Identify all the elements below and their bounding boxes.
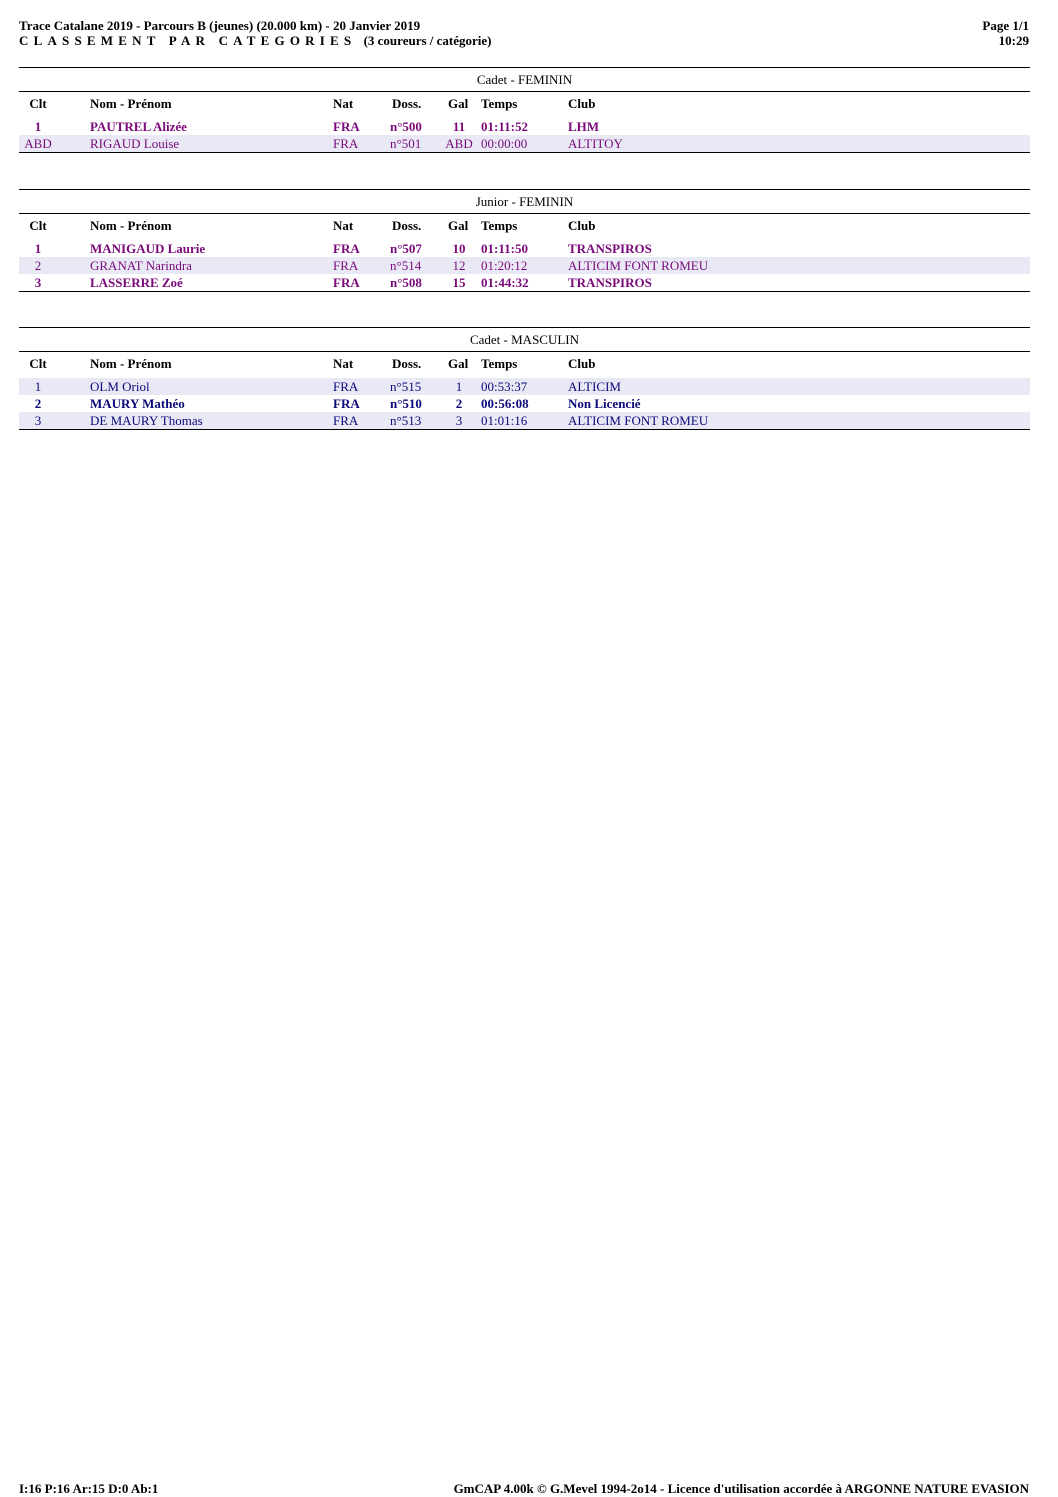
result-rows	[19, 378, 1030, 430]
category-title: Junior - FEMININ	[19, 189, 1030, 214]
cell-doss: n°515	[390, 379, 422, 394]
subtitle-spaced: CLASSEMENT PAR CATEGORIES	[19, 33, 357, 48]
cell-clt: 1	[34, 241, 42, 256]
column-header-gal: Gal	[448, 356, 469, 371]
column-header-club: Club	[568, 356, 596, 371]
cell-temps: 00:56:08	[481, 396, 529, 411]
category-section	[19, 67, 1030, 153]
cell-nat: FRA	[333, 379, 359, 394]
cell-gal: 1	[455, 379, 463, 394]
cell-clt: 2	[34, 396, 42, 411]
category-title: Cadet - MASCULIN	[19, 327, 1030, 352]
cell-clt: 3	[34, 413, 42, 428]
cell-nat: FRA	[333, 119, 360, 134]
column-header-row	[19, 352, 1030, 378]
cell-club: TRANSPIROS	[568, 241, 652, 256]
cell-club: TRANSPIROS	[568, 275, 652, 290]
cell-club: ALTICIM FONT ROMEU	[568, 258, 709, 273]
cell-club: ALTICIM	[568, 379, 621, 394]
cell-nat: FRA	[333, 413, 359, 428]
cell-clt: 3	[34, 275, 42, 290]
category-section	[19, 189, 1030, 292]
table-row	[19, 118, 1030, 135]
column-header-clt: Clt	[29, 96, 47, 111]
cell-nat: FRA	[333, 136, 359, 151]
footer-credit: GmCAP 4.00k © G.Mevel 1994-2o14 - Licence d'utilisation accordée à ARGONNE NATURE EVASION	[453, 1481, 1029, 1496]
cell-gal: 11	[452, 119, 466, 134]
cell-doss: n°500	[390, 119, 422, 134]
column-header-nat: Nat	[333, 96, 354, 111]
table-row	[19, 240, 1030, 257]
cell-nat: FRA	[333, 396, 360, 411]
cell-temps: 01:01:16	[481, 413, 528, 428]
page-number: Page 1/1	[982, 18, 1029, 33]
cell-nom: RIGAUD Louise	[90, 136, 180, 151]
cell-nat: FRA	[333, 258, 359, 273]
cell-clt: 1	[34, 379, 42, 394]
table-row	[19, 412, 1030, 429]
column-header-temps: Temps	[481, 356, 518, 371]
print-time: 10:29	[998, 33, 1029, 48]
column-header-doss: Doss.	[392, 96, 422, 111]
column-header-nat: Nat	[333, 356, 354, 371]
cell-doss: n°501	[390, 136, 422, 151]
cell-nom: MANIGAUD Laurie	[90, 241, 206, 256]
table-row	[19, 257, 1030, 274]
cell-doss: n°514	[390, 258, 422, 273]
cell-temps: 01:44:32	[481, 275, 529, 290]
cell-doss: n°510	[390, 396, 422, 411]
cell-temps: 01:11:52	[481, 119, 528, 134]
result-rows	[19, 240, 1030, 292]
cell-clt: 1	[34, 119, 42, 134]
table-row	[19, 395, 1030, 412]
column-header-club: Club	[568, 218, 596, 233]
cell-temps: 00:00:00	[481, 136, 528, 151]
table-row	[19, 378, 1030, 395]
cell-nom: DE MAURY Thomas	[90, 413, 203, 428]
column-header-temps: Temps	[481, 96, 518, 111]
column-header-nom: Nom - Prénom	[90, 96, 172, 111]
cell-nom: PAUTREL Alizée	[90, 119, 187, 134]
category-section	[19, 327, 1030, 430]
subtitle-note: (3 coureurs / catégorie)	[363, 33, 492, 48]
cell-gal: 3	[455, 413, 463, 428]
cell-gal: 12	[452, 258, 466, 273]
column-header-club: Club	[568, 96, 596, 111]
column-header-temps: Temps	[481, 218, 518, 233]
result-rows	[19, 118, 1030, 153]
cell-club: ALTICIM FONT ROMEU	[568, 413, 709, 428]
cell-gal: 15	[452, 275, 466, 290]
column-header-row	[19, 214, 1030, 240]
cell-club: Non Licencié	[568, 396, 641, 411]
cell-gal: 10	[452, 241, 466, 256]
column-header-gal: Gal	[448, 96, 469, 111]
cell-nat: FRA	[333, 241, 360, 256]
column-header-nom: Nom - Prénom	[90, 218, 172, 233]
category-title: Cadet - FEMININ	[19, 67, 1030, 92]
column-header-doss: Doss.	[392, 356, 422, 371]
page-header	[19, 18, 1029, 52]
cell-doss: n°508	[390, 275, 422, 290]
column-header-clt: Clt	[29, 356, 47, 371]
cell-nat: FRA	[333, 275, 360, 290]
cell-gal: 2	[455, 396, 463, 411]
cell-temps: 01:20:12	[481, 258, 528, 273]
footer-stats: I:16 P:16 Ar:15 D:0 Ab:1	[19, 1481, 159, 1496]
cell-nom: GRANAT Narindra	[90, 258, 192, 273]
cell-temps: 00:53:37	[481, 379, 528, 394]
cell-clt: 2	[34, 258, 42, 273]
cell-doss: n°513	[390, 413, 422, 428]
page-title: Trace Catalane 2019 - Parcours B (jeunes) (20.000 km) - 20 Janvier 2019	[19, 18, 421, 33]
column-header-doss: Doss.	[392, 218, 422, 233]
table-row	[19, 135, 1030, 152]
column-header-gal: Gal	[448, 218, 469, 233]
column-header-row	[19, 92, 1030, 118]
cell-nom: OLM Oriol	[90, 379, 150, 394]
table-row	[19, 274, 1030, 291]
column-header-nat: Nat	[333, 218, 354, 233]
cell-doss: n°507	[390, 241, 422, 256]
cell-club: ALTITOY	[568, 136, 623, 151]
cell-nom: MAURY Mathéo	[90, 396, 185, 411]
cell-gal: ABD	[445, 136, 473, 151]
column-header-nom: Nom - Prénom	[90, 356, 172, 371]
cell-club: LHM	[568, 119, 600, 134]
cell-clt: ABD	[24, 136, 52, 151]
page-subtitle	[19, 33, 491, 49]
cell-temps: 01:11:50	[481, 241, 528, 256]
cell-nom: LASSERRE Zoé	[90, 275, 183, 290]
column-header-clt: Clt	[29, 218, 47, 233]
